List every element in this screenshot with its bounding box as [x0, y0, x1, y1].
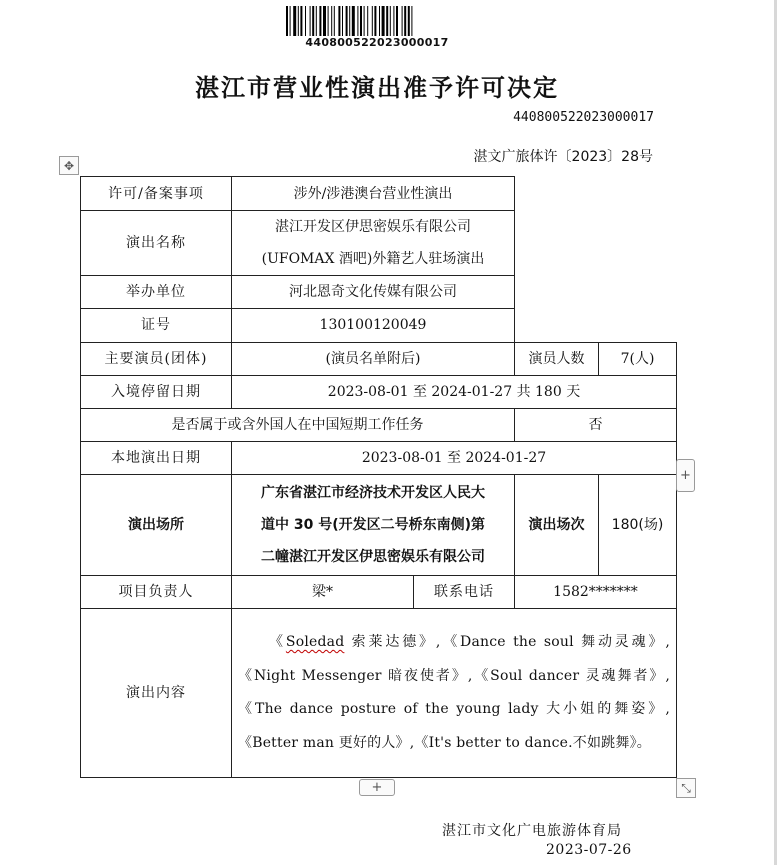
sessions-value: 180(场): [599, 474, 677, 575]
venue-line2: 道中 30 号(开发区二号桥东南侧)第: [260, 517, 486, 534]
show-name-line1: 湛江开发区伊思密娱乐有限公司: [275, 219, 471, 236]
blank-photo-cell: [515, 177, 677, 343]
resize-icon: ⤡: [681, 780, 691, 795]
foreigner-work-question: 是否属于或含外国人在中国短期工作任务: [81, 408, 515, 441]
content-value: 《Soledad 索莱达德》,《Dance the soul 舞动灵魂》,《Night Messenger 暗夜使者》,《Soul dancer 灵魂舞者》,《The dance posture of the young lady 大小姐的舞姿》,《Better man 更好的人》,《It's better to dance.不如跳舞》。: [232, 609, 677, 778]
show-name-label: 演出名称: [81, 211, 232, 276]
table-row: [81, 408, 677, 441]
barcode: [286, 6, 468, 36]
page-title: 湛江市营业性演出准予许可决定: [195, 73, 559, 102]
permit-item-value: 涉外/涉港澳台营业性演出: [232, 177, 515, 211]
phone-label: 联系电话: [414, 576, 515, 609]
project-lead-value: 梁*: [232, 576, 414, 609]
local-dates-value: 2023-08-01 至 2024-01-27: [232, 441, 677, 474]
table-move-handle[interactable]: [59, 156, 79, 175]
entry-stay-value: 2023-08-01 至 2024-01-27 共 180 天: [232, 375, 677, 408]
content-text: 索莱达德》,《Dance the soul 舞动灵魂》,《Night Messenger 暗夜使者》,《Soul dancer 灵魂舞者》,《The dance posture of the young lady 大小姐的舞姿》,《Better man 更好的人》,《It's better to dance.不如跳舞》。: [238, 634, 670, 751]
venue-value: [232, 474, 515, 575]
main-performers-label: 主要演员(团体): [81, 342, 232, 375]
table-row: [81, 609, 677, 778]
add-column-button[interactable]: [676, 459, 695, 492]
project-lead-label: 项目负责人: [81, 576, 232, 609]
move-icon: ✥: [63, 158, 75, 173]
document-number: 湛文广旅体许〔2023〕28号: [473, 149, 653, 165]
barcode-number: 440800522023000017: [305, 36, 449, 49]
table-resize-handle[interactable]: [676, 778, 696, 798]
add-row-button[interactable]: [359, 779, 395, 796]
table-row: [81, 441, 677, 474]
show-name-line2: (UFOMAX 酒吧)外籍艺人驻场演出: [261, 251, 485, 268]
venue-line1: 广东省湛江市经济技术开发区人民大: [261, 485, 485, 502]
license-label: 证号: [81, 309, 232, 342]
table-row: [81, 177, 677, 211]
spellcheck-word: Soledad: [285, 634, 345, 651]
show-name-value: [232, 211, 515, 276]
table-row: [81, 375, 677, 408]
content-label: 演出内容: [81, 609, 232, 778]
issue-date: 2023-07-26: [546, 842, 632, 858]
serial-number: 440800522023000017: [513, 110, 654, 125]
license-value: 130100120049: [232, 309, 515, 342]
entry-stay-label: 入境停留日期: [81, 375, 232, 408]
table-row: [81, 474, 677, 575]
table-row: [81, 576, 677, 609]
plus-icon: +: [680, 468, 691, 483]
local-dates-label: 本地演出日期: [81, 441, 232, 474]
organizer-value: 河北恩奇文化传媒有限公司: [232, 276, 515, 309]
foreigner-work-answer: 否: [515, 408, 677, 441]
organizer-label: 举办单位: [81, 276, 232, 309]
table-row: [81, 342, 677, 375]
sessions-label: 演出场次: [515, 474, 599, 575]
issuer: 湛江市文化广电旅游体育局: [442, 823, 622, 839]
permit-table: [80, 176, 677, 778]
venue-label: 演出场所: [81, 474, 232, 575]
plus-icon: +: [371, 780, 383, 795]
phone-value: 1582*******: [515, 576, 677, 609]
performer-count-label: 演员人数: [515, 342, 599, 375]
performer-count-value: 7(人): [599, 342, 677, 375]
main-performers-value: (演员名单附后): [232, 342, 515, 375]
venue-line3: 二幢湛江开发区伊思密娱乐有限公司: [261, 549, 485, 566]
permit-item-label: 许可/备案事项: [81, 177, 232, 211]
